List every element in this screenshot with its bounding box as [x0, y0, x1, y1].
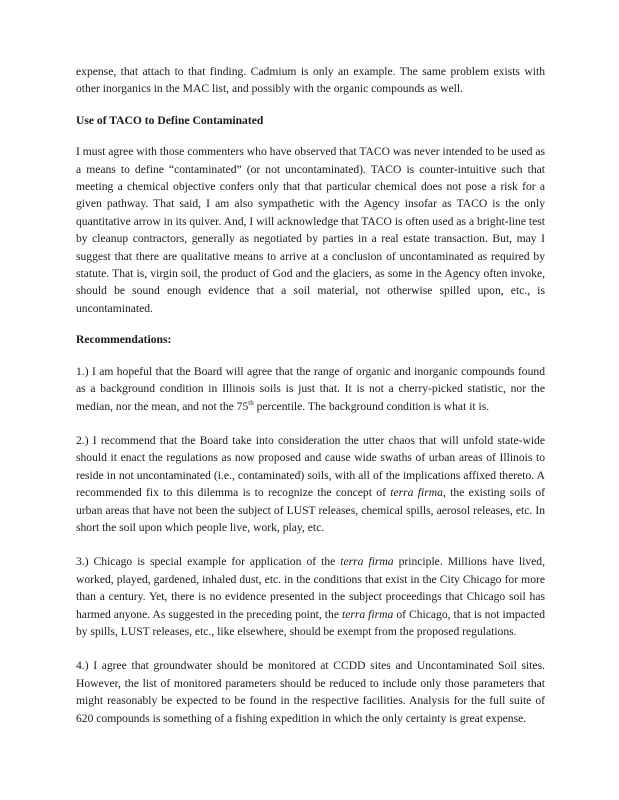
document-body	[76, 63, 545, 727]
recommendation-3-text-a: 3.) Chicago is special example for application of the	[76, 555, 341, 569]
recommendations-heading: Recommendations:	[76, 333, 172, 347]
taco-section-heading: Use of TACO to Define Contaminated	[76, 113, 264, 127]
recommendation-3-text-c: of Chicago, that is not impacted by spills, LUST releases, etc., like elsewhere, should be exempt from the proposed regulations.	[76, 607, 545, 638]
recommendation-2-text-b: , the existing soils of urban areas that have not been the subject of LUST releases, chemical spills, aerosol releases, etc. In short the soil upon which people live, work, play, etc.	[76, 486, 545, 534]
recommendation-3-italic-2: terra firma	[341, 607, 394, 621]
recommendation-item-3	[76, 553, 545, 640]
recommendation-1-text-a: 1.) I am hopeful that the Board will agree that the range of organic and inorganic compounds found as a background condition in Illinois soils is just that. It is not a cherry-picked statistic, nor the median, nor the mean, and not the 75	[76, 364, 545, 413]
recommendation-1-superscript: th	[248, 398, 254, 407]
recommendation-item-4: 4.) I agree that groundwater should be monitored at CCDD sites and Uncontaminated Soil sites. However, the list of monitored parameters should be reduced to include only those parameters that might reasonably be expected to be found in the respective facilities. Analysis for the full suite of 620 compounds is something of a fishing expedition in which the only certainty is great expense.	[76, 659, 545, 725]
recommendation-2-text-a: 2.) I recommend that the Board take into consideration the utter chaos that will unfold state-wide should it enact the regulations as now proposed and cause wide swaths of urban areas of Illinois to reside in not uncontaminated (i.e., contaminated) soils, with all of the implications affixed thereto. A recommended fix to this dilemma is to recognize the concept of	[76, 433, 545, 500]
recommendation-3-text-b: principle. Millions have lived, worked, played, gardened, inhaled dust, etc. in the conditions that exist in the City Chicago for more than a century. Yet, there is no evidence presented in the subject proceedings that Chicago soil has harmed anyone. As suggested in the preceding point, the	[76, 555, 545, 621]
recommendation-item-2	[76, 432, 545, 536]
taco-section-paragraph: I must agree with those commenters who have observed that TACO was never intended to be used as a means to define “contaminated” (or not uncontaminated). TACO is counter-intuitive such that meeting a chemical objective confers only that that particular chemical does not pose a risk for a given pathway. That said, I am also sympathetic with the Agency insofar as TACO is the only quantitative arrow in its quiver. And, I will acknowledge that TACO is often used as a bright-line test by cleanup contractors, generally as negotiated by parties in a real estate transaction. But, may I suggest that there are qualitative means to arrive at a conclusion of uncontaminated as required by statute. That is, virgin soil, the product of God and the glaciers, as some in the Agency often invoke, should be sound enough evidence that a soil material, not otherwise spilled upon, etc., is uncontaminated.	[76, 145, 545, 315]
recommendation-3-italic-1: terra firma	[340, 555, 394, 569]
recommendation-item-1	[76, 363, 545, 415]
intro-paragraph: expense, that attach to that finding. Cadmium is only an example. The same problem exists with other inorganics in the MAC list, and possibly with the organic compounds as well.	[76, 65, 545, 96]
recommendation-2-italic: terra firma	[390, 486, 443, 500]
recommendation-1-text-b: percentile. The background condition is what it is.	[253, 399, 490, 413]
